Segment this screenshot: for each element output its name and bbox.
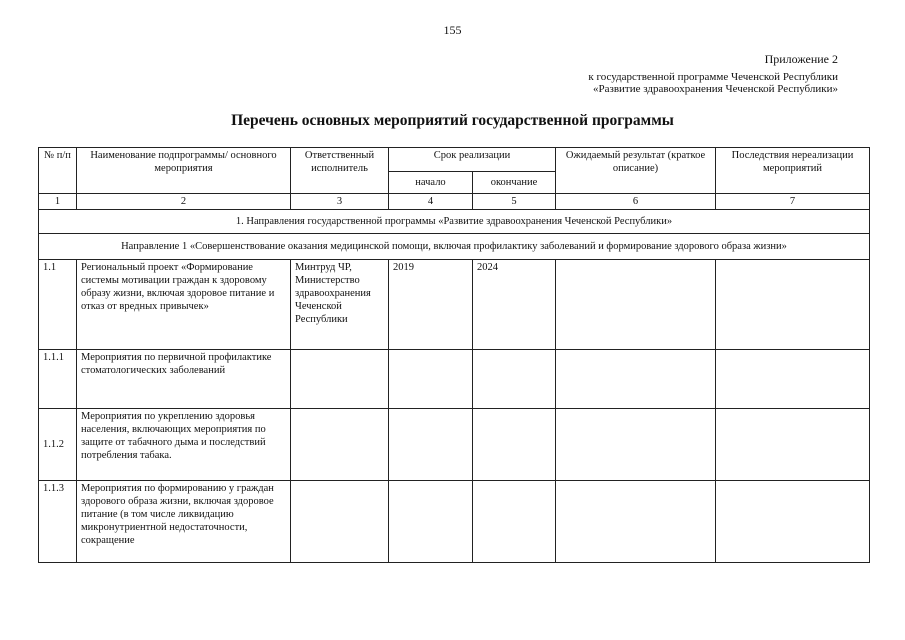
row-start [389,350,473,409]
row-name: Мероприятия по укреплению здоровья населения, включающих мероприятия по защите от табачного дыма и последствий потребления табака. [77,409,291,481]
row-end [473,409,556,481]
row-consequences [716,350,870,409]
table-row [39,260,870,350]
appendix-title: Приложение 2 [764,52,838,66]
row-end [473,481,556,563]
header-result: Ожидаемый результат (краткое описание) [556,148,716,194]
header-period: Срок реализации [389,148,556,172]
row-consequences [716,481,870,563]
table-row [39,481,870,563]
appendix-line-1: к государственной программе Чеченской Республики [588,71,838,83]
row-result [556,260,716,350]
appendix-line-2: «Развитие здравоохранения Чеченской Республики» [592,83,838,95]
row-number: 1.1.1 [39,350,77,409]
column-number-row [39,194,870,210]
row-name: Региональный проект «Формирование системы мотивации граждан к здоровому образу жизни, включая здоровое питание и отказ от вредных привычек» [77,260,291,350]
header-responsible: Ответственный исполнитель [291,148,389,194]
row-start [389,409,473,481]
row-number: 1.1.2 [39,409,77,481]
row-result [556,350,716,409]
table-row [39,350,870,409]
page-number: 155 [443,23,462,37]
row-start [389,481,473,563]
header-end: окончание [473,172,556,194]
row-name: Мероприятия по формированию у граждан здорового образа жизни, включая здоровое питание (в том числе ликвидацию микронутриентной недостаточности, сокращение [77,481,291,563]
column-number: 7 [716,194,870,210]
row-consequences [716,260,870,350]
row-number: 1.1.3 [39,481,77,563]
column-number: 5 [473,194,556,210]
row-responsible [291,481,389,563]
measures-table [38,147,870,563]
row-end: 2024 [473,260,556,350]
row-result [556,409,716,481]
header-start: начало [389,172,473,194]
column-number: 1 [39,194,77,210]
header-consequences: Последствия нереализации мероприятий [716,148,870,194]
row-name: Мероприятия по первичной профилактике стоматологических заболеваний [77,350,291,409]
appendix-note [588,71,838,95]
row-result [556,481,716,563]
document-title: Перечень основных мероприятий государственной программы [231,112,674,129]
row-number: 1.1 [39,260,77,350]
table-row [39,409,870,481]
row-end [473,350,556,409]
section-row: 1. Направления государственной программы «Развитие здравоохранения Чеченской Республики» [39,210,870,234]
row-responsible [291,409,389,481]
row-consequences [716,409,870,481]
direction-row: Направление 1 «Совершенствование оказания медицинской помощи, включая профилактику заболеваний и формирование здорового образа жизни» [39,234,870,260]
row-responsible [291,350,389,409]
column-number: 2 [77,194,291,210]
header-number: № п/п [39,148,77,194]
header-name: Наименование подпрограммы/ основного мероприятия [77,148,291,194]
column-number: 4 [389,194,473,210]
row-start: 2019 [389,260,473,350]
row-responsible: Минтруд ЧР, Министерство здравоохранения Чеченской Республики [291,260,389,350]
column-number: 3 [291,194,389,210]
column-number: 6 [556,194,716,210]
